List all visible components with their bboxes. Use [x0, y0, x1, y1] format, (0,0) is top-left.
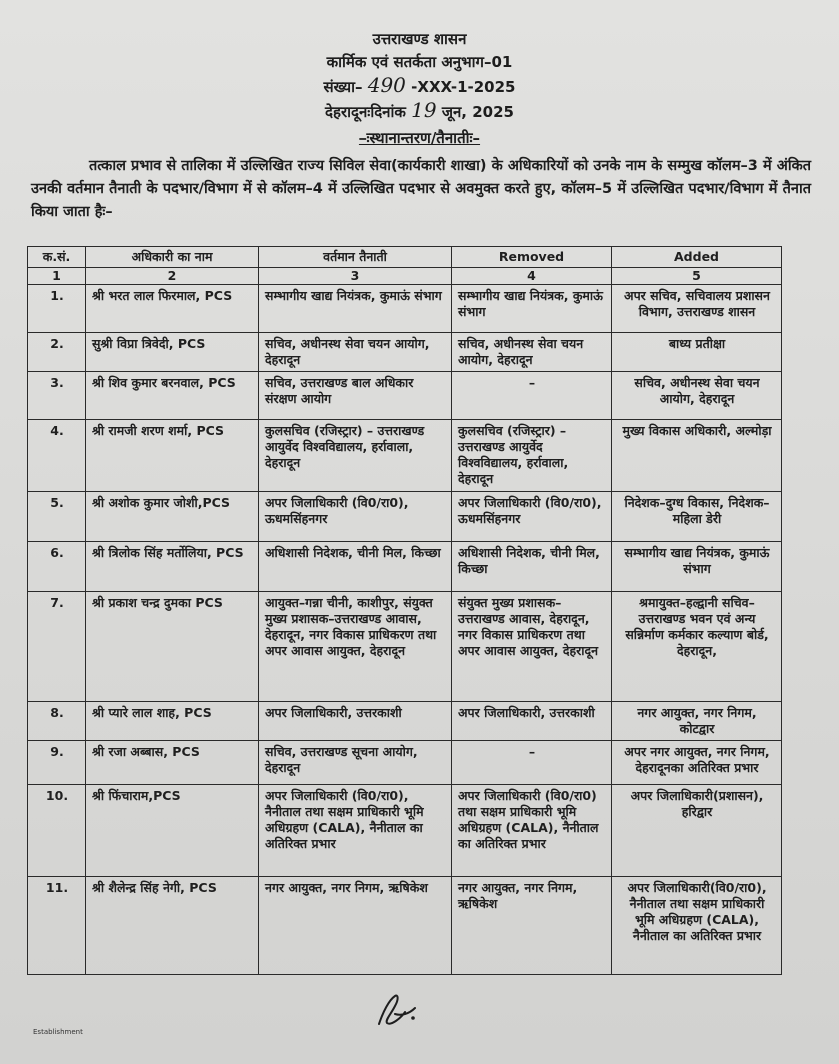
- added-post-cell: अपर जिलाधिकारी(वि0/रा0), नैनीताल तथा सक्षम प्राधिकारी भूमि अधिग्रहण (CALA), नैनीताल का अतिरिक्त प्रभार: [612, 877, 782, 975]
- order-date-handwritten: 19: [411, 98, 437, 122]
- current-posting-cell: आयुक्त–गन्ना चीनी, काशीपुर, संयुक्त मुख्य प्रशासक–उत्तराखण्ड आवास, देहरादून, नगर विकास प्राधिकरण तथा अपर आवास आयुक्त, देहरादून: [259, 592, 452, 702]
- current-posting-cell: नगर आयुक्त, नगर निगम, ऋषिकेश: [259, 877, 452, 975]
- document-header: [0, 28, 839, 124]
- officer-name-cell: श्री त्रिलोक सिंह मर्तोलिया, PCS: [86, 542, 259, 592]
- serial-number-cell: 8.: [28, 702, 86, 741]
- removed-post-cell: –: [452, 741, 612, 785]
- table-row: [28, 785, 782, 877]
- header-serial: क.सं.: [28, 247, 86, 268]
- current-posting-cell: कुलसचिव (रजिस्ट्रार) – उत्तराखण्ड आयुर्वेद विश्वविद्यालय, हर्रावाला, देहरादून: [259, 420, 452, 492]
- current-posting-cell: अधिशासी निदेशक, चीनी मिल, किच्छा: [259, 542, 452, 592]
- header-added: Added: [612, 247, 782, 268]
- removed-post-cell: नगर आयुक्त, नगर निगम, ऋषिकेश: [452, 877, 612, 975]
- order-date: [0, 99, 839, 124]
- removed-post-cell: सम्भागीय खाद्य नियंत्रक, कुमाऊं संभाग: [452, 285, 612, 333]
- column-number-row: [28, 268, 782, 285]
- order-number-handwritten: 490: [367, 73, 406, 97]
- department-name: कार्मिक एवं सतर्कता अनुभाग–01: [326, 53, 513, 71]
- removed-post-cell: कुलसचिव (रजिस्ट्रार) – उत्तराखण्ड आयुर्वेद विश्वविद्यालय, हर्रावाला, देहरादून: [452, 420, 612, 492]
- establishment-label: Establishment: [33, 1028, 83, 1036]
- officer-name-cell: श्री अशोक कुमार जोशी,PCS: [86, 492, 259, 542]
- added-post-cell: निदेशक–दुग्ध विकास, निदेशक–महिला डेरी: [612, 492, 782, 542]
- officer-name-cell: श्री रजा अब्बास, PCS: [86, 741, 259, 785]
- current-posting-cell: अपर जिलाधिकारी (वि0/रा0), ऊधमसिंहनगर: [259, 492, 452, 542]
- serial-number-cell: 6.: [28, 542, 86, 592]
- order-date-prefix: देहरादूनःदिनांक: [325, 103, 406, 121]
- transfer-table: [27, 246, 782, 975]
- table-row: [28, 542, 782, 592]
- added-post-cell: मुख्य विकास अधिकारी, अल्मोड़ा: [612, 420, 782, 492]
- table-row: [28, 333, 782, 372]
- column-number: 1: [28, 268, 86, 285]
- current-posting-cell: अपर जिलाधिकारी (वि0/रा0), नैनीताल तथा सक्षम प्राधिकारी भूमि अधिग्रहण (CALA), नैनीताल का अतिरिक्त प्रभार: [259, 785, 452, 877]
- order-intro-paragraph: तत्काल प्रभाव से तालिका में उल्लिखित राज्य सिविल सेवा(कार्यकारी शाखा) के अधिकारियों को उनके नाम के सम्मुख कॉलम–3 में अंकित उनकी वर्तमान तैनाती के पदभार/विभाग में से कॉलम–4 में उल्लिखित पदभार से अवमुक्त करते हुए, कॉलम–5 में उल्लिखित पदभार/विभाग में तैनात किया जाता हैः–: [31, 158, 811, 220]
- table-row: [28, 372, 782, 420]
- column-number: 4: [452, 268, 612, 285]
- column-number: 3: [259, 268, 452, 285]
- officer-name-cell: श्री फिंचाराम,PCS: [86, 785, 259, 877]
- added-post-cell: नगर आयुक्त, नगर निगम, कोटद्वार: [612, 702, 782, 741]
- officer-name-cell: सुश्री विप्रा त्रिवेदी, PCS: [86, 333, 259, 372]
- removed-post-cell: अपर जिलाधिकारी (वि0/रा0) तथा सक्षम प्राधिकारी भूमि अधिग्रहण (CALA), नैनीताल का अतिरिक्त प्रभार: [452, 785, 612, 877]
- officer-name-cell: श्री रामजी शरण शर्मा, PCS: [86, 420, 259, 492]
- officer-name-cell: श्री शैलेन्द्र सिंह नेगी, PCS: [86, 877, 259, 975]
- order-number-prefix: संख्या–: [323, 78, 363, 96]
- order-number: [0, 74, 839, 99]
- government-name: उत्तराखण्ड शासन: [372, 30, 467, 48]
- signature: [365, 990, 435, 1030]
- removed-post-cell: अपर जिलाधिकारी, उत्तरकाशी: [452, 702, 612, 741]
- serial-number-cell: 11.: [28, 877, 86, 975]
- table-row: [28, 592, 782, 702]
- added-post-cell: अपर नगर आयुक्त, नगर निगम, देहरादूनका अतिरिक्त प्रभार: [612, 741, 782, 785]
- column-number: 2: [86, 268, 259, 285]
- serial-number-cell: 5.: [28, 492, 86, 542]
- table-row: [28, 877, 782, 975]
- header-removed: Removed: [452, 247, 612, 268]
- order-date-suffix: जून, 2025: [441, 103, 514, 121]
- table-header-row: [28, 247, 782, 268]
- added-post-cell: अपर जिलाधिकारी(प्रशासन), हरिद्वार: [612, 785, 782, 877]
- serial-number-cell: 4.: [28, 420, 86, 492]
- serial-number-cell: 9.: [28, 741, 86, 785]
- serial-number-cell: 3.: [28, 372, 86, 420]
- removed-post-cell: सचिव, अधीनस्थ सेवा चयन आयोग, देहरादून: [452, 333, 612, 372]
- column-number: 5: [612, 268, 782, 285]
- table-row: [28, 741, 782, 785]
- officer-name-cell: श्री शिव कुमार बरनवाल, PCS: [86, 372, 259, 420]
- officer-name-cell: श्री भरत लाल फिरमाल, PCS: [86, 285, 259, 333]
- table-row: [28, 285, 782, 333]
- serial-number-cell: 2.: [28, 333, 86, 372]
- header-current-posting: वर्तमान तैनाती: [259, 247, 452, 268]
- added-post-cell: अपर सचिव, सचिवालय प्रशासन विभाग, उत्तराखण्ड शासन: [612, 285, 782, 333]
- added-post-cell: सचिव, अधीनस्थ सेवा चयन आयोग, देहरादून: [612, 372, 782, 420]
- order-number-suffix: -XXX-1-2025: [411, 78, 516, 96]
- added-post-cell: श्रमायुक्त–हल्द्वानी सचिव–उत्तराखण्ड भवन एवं अन्य सन्निर्माण कर्मकार कल्याण बोर्ड, देहरादून,: [612, 592, 782, 702]
- added-post-cell: बाध्य प्रतीक्षा: [612, 333, 782, 372]
- removed-post-cell: –: [452, 372, 612, 420]
- officer-name-cell: श्री प्रकाश चन्द्र दुमका PCS: [86, 592, 259, 702]
- table-row: [28, 420, 782, 492]
- added-post-cell: सम्भागीय खाद्य नियंत्रक, कुमाऊं संभाग: [612, 542, 782, 592]
- removed-post-cell: संयुक्त मुख्य प्रशासक–उत्तराखण्ड आवास, देहरादून, नगर विकास प्राधिकरण तथा अपर आवास आयुक्त, देहरादून: [452, 592, 612, 702]
- removed-post-cell: अधिशासी निदेशक, चीनी मिल, किच्छा: [452, 542, 612, 592]
- officer-name-cell: श्री प्यारे लाल शाह, PCS: [86, 702, 259, 741]
- serial-number-cell: 7.: [28, 592, 86, 702]
- serial-number-cell: 1.: [28, 285, 86, 333]
- current-posting-cell: सम्भागीय खाद्य नियंत्रक, कुमाऊं संभाग: [259, 285, 452, 333]
- current-posting-cell: सचिव, उत्तराखण्ड बाल अधिकार संरक्षण आयोग: [259, 372, 452, 420]
- current-posting-cell: सचिव, उत्तराखण्ड सूचना आयोग, देहरादून: [259, 741, 452, 785]
- order-title: –ःस्थानान्तरण/तैनातीः–: [358, 129, 481, 147]
- serial-number-cell: 10.: [28, 785, 86, 877]
- table-row: [28, 492, 782, 542]
- current-posting-cell: अपर जिलाधिकारी, उत्तरकाशी: [259, 702, 452, 741]
- header-officer-name: अधिकारी का नाम: [86, 247, 259, 268]
- removed-post-cell: अपर जिलाधिकारी (वि0/रा0), ऊधमसिंहनगर: [452, 492, 612, 542]
- current-posting-cell: सचिव, अधीनस्थ सेवा चयन आयोग, देहरादून: [259, 333, 452, 372]
- table-row: [28, 702, 782, 741]
